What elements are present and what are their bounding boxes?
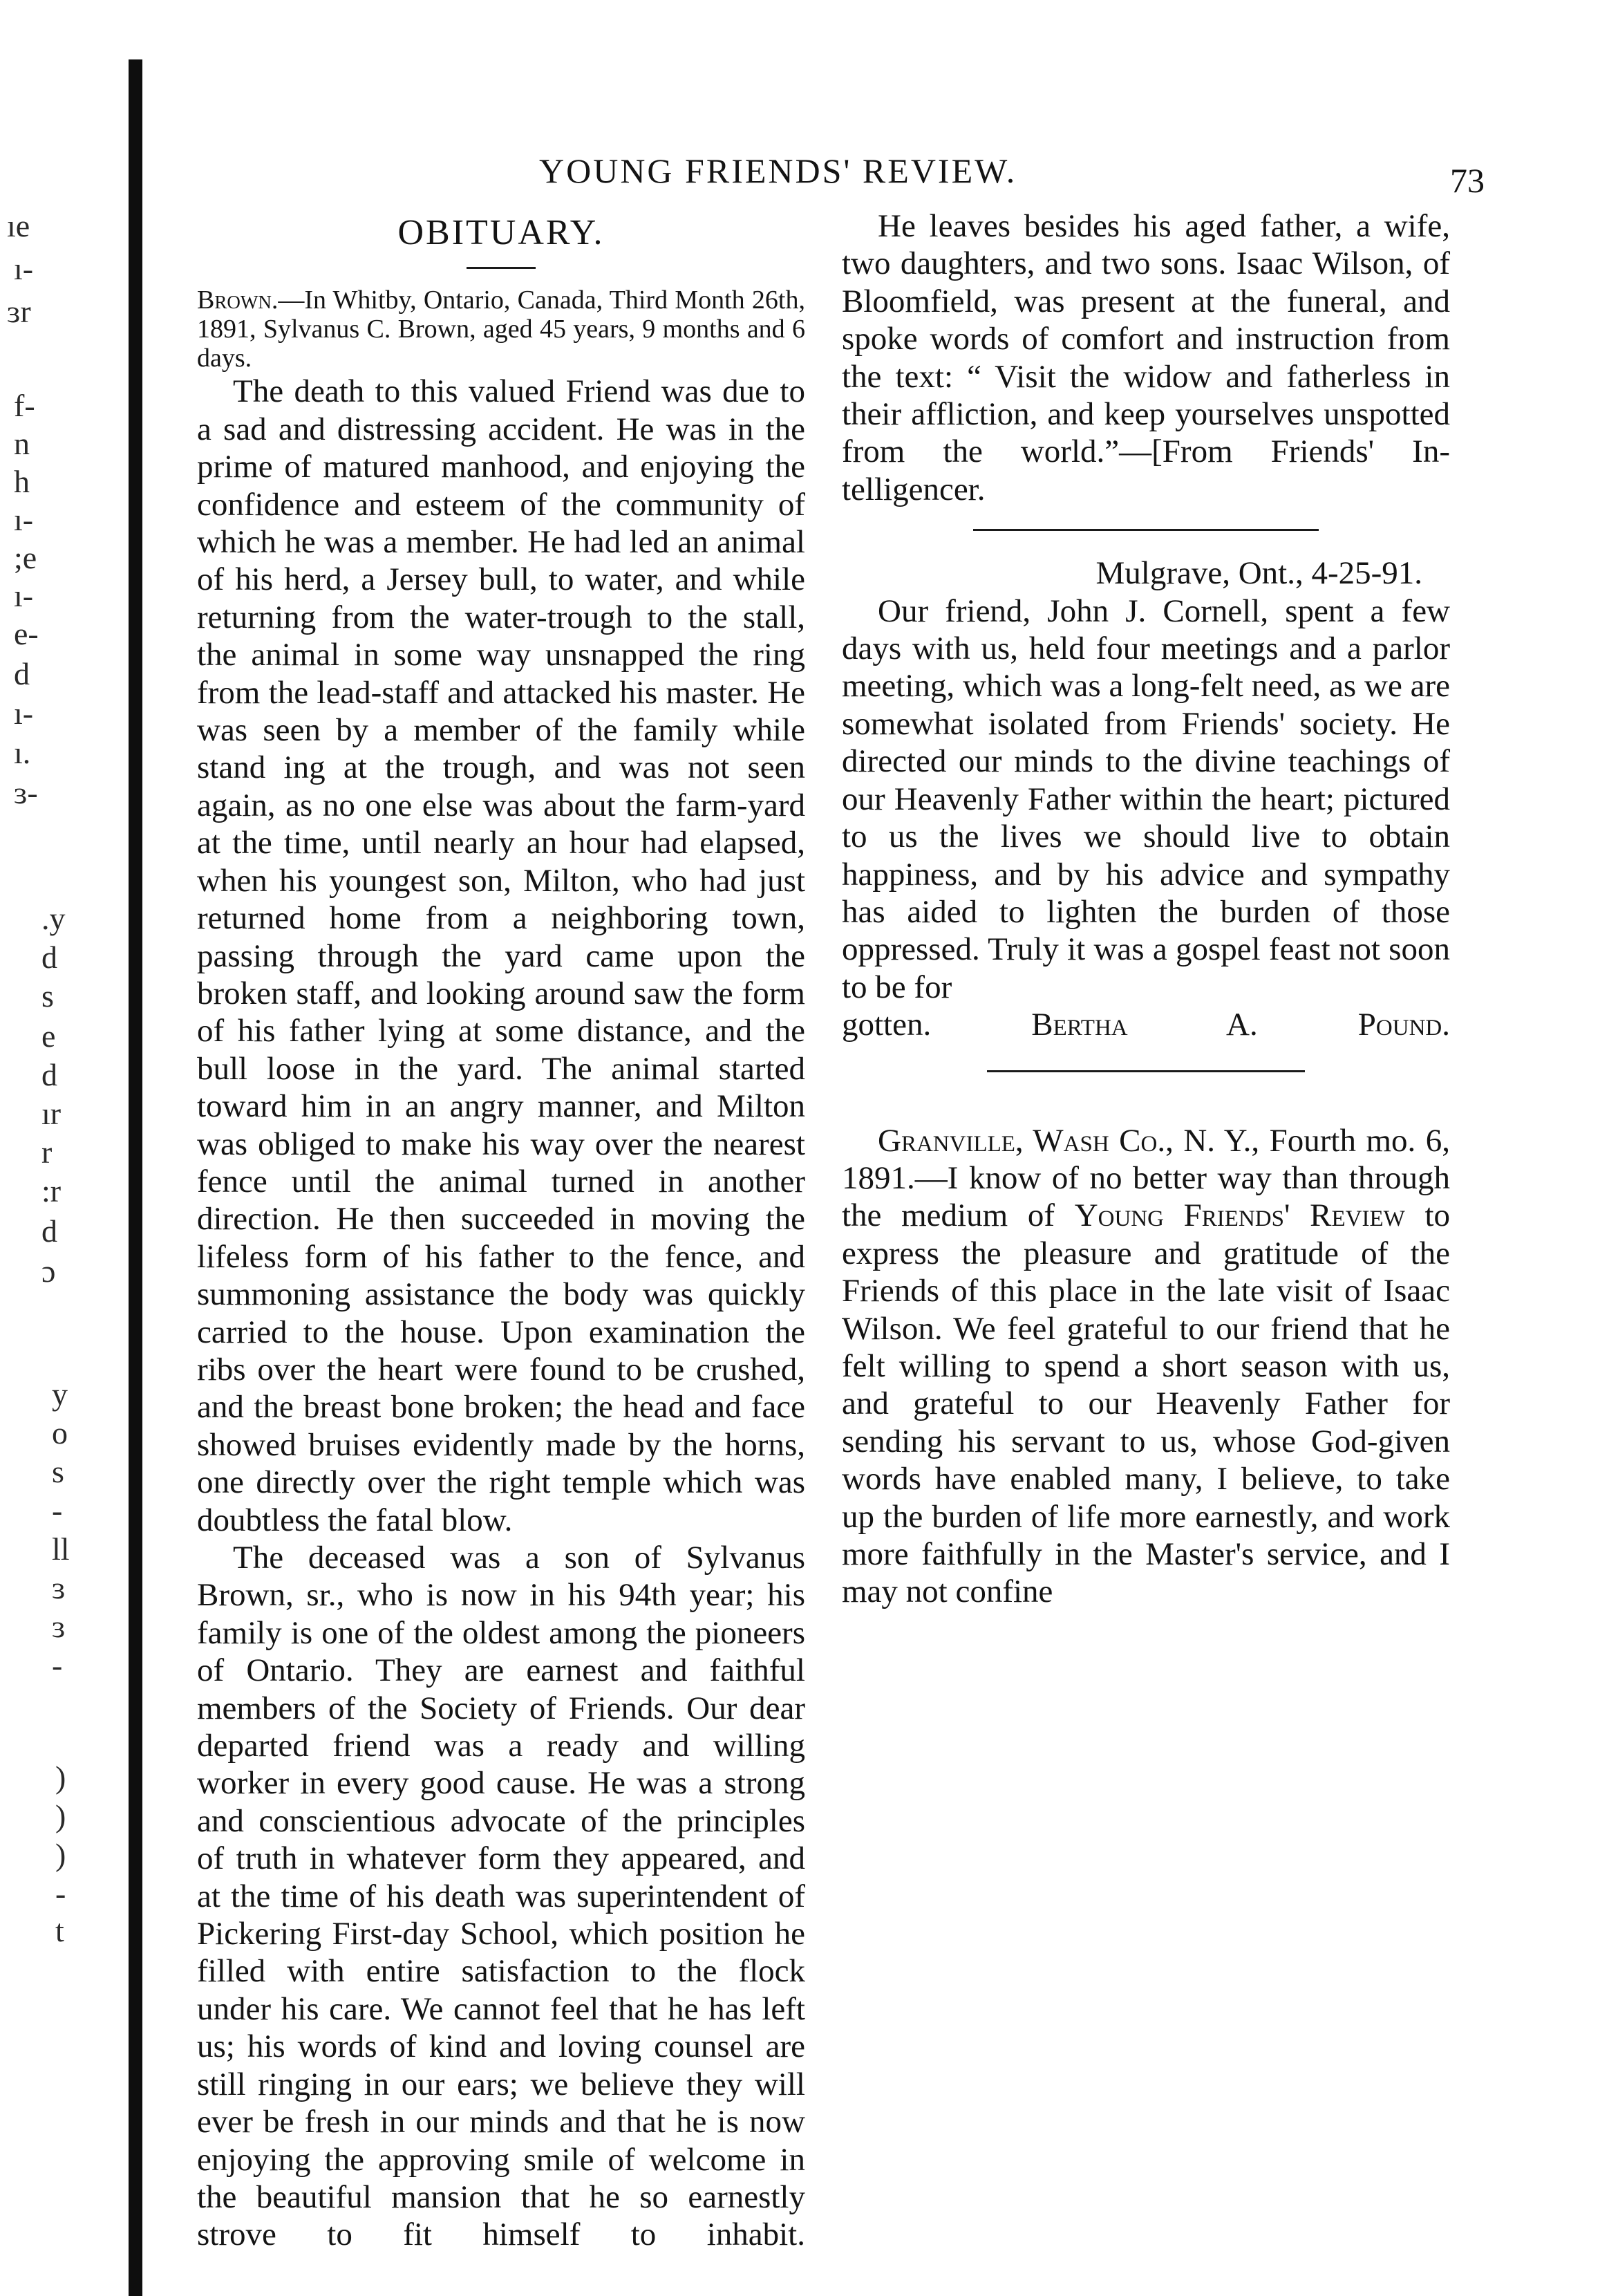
left-column [197, 207, 805, 2254]
bleed-fragment: e- [14, 616, 39, 651]
bleed-fragment: s [52, 1454, 64, 1489]
bleed-fragment: ll [52, 1531, 70, 1567]
right-column [842, 207, 1450, 1611]
bleed-fragment: ) [55, 1760, 66, 1795]
bleed-fragment: - [52, 1493, 63, 1528]
obituary-paragraph: The deceased was a son of Sylvanus Brown, sr., who is now in his 94th year; his family is one of the oldest among the pioneers of Ontario. They are earnest and faithful members of the Society of Friends. Our dear departed friend was a ready and willing worker in every good cause. He was a strong and conscientious advocate of the principles of truth in whatever form they appeared, and at the time of his death was superintendent of Pickering First-day School, which position he filled with entire satisfaction to the flock under his care. We cannot feel that he has left us; his words of kind and loving counsel are still ringing in our ears; we believe they will ever be fresh in our minds and that he is now enjoying the approving smile of welcome in the beautiful mansion that he so earnestly strove to fit himself to inhabit. [197, 1540, 805, 2253]
page-number: 73 [1450, 161, 1485, 200]
title-rule [467, 267, 536, 269]
bleed-fragment: - [52, 1648, 63, 1683]
bleed-fragment: f- [14, 388, 35, 423]
bleed-fragment: t [55, 1913, 64, 1948]
bleed-fragment: ɜ- [14, 775, 38, 810]
bleed-fragment: ) [55, 1798, 66, 1833]
bleed-fragment: d [41, 1213, 57, 1249]
bleed-fragment: d [41, 1057, 57, 1092]
bleed-fragment: ) [55, 1837, 66, 1872]
obituary-paragraph: The death to this valued Friend was due to a sad and distressing accident. He was in the prime of matured manhood, and enjoying the confidence and esteem of the community of which he was a member. He had led an animal of his herd, a Jersey bull, to water, and while returning from the water-trough to the stall, the animal in some way unsnapped the ring from the lead-staff and attacked his master. He was seen by a member of the family while stand ing at the trough, and was not seen again, as no one else was about the farm-yard at the time, until nearly an hour had elapsed, when his youngest son, Milton, who had just returned home from a neighboring town, passing through the yard came upon the broken staff, and looking around saw the form of his father lying at some distance, and the bull loose in the yard. The animal started toward him in an angry manner, and Milton was obliged to make his way over the nearest fence until the animal turned in another direction. He then succeeded in moving the lifeless form of his father to the fence, and summoning assistance the body was quickly carried to the house. Upon examination the ribs over the heart were found to be crushed, and the breast bone broken; the head and face showed bruises evidently made by the horns, one directly over the right temple which was doubtless the fatal blow. [197, 373, 805, 1538]
bleed-fragment: :r [41, 1173, 62, 1208]
magazine-name: Young Friends' Review [1074, 1197, 1405, 1234]
bleed-fragment: n [14, 426, 30, 461]
obituary-headnote [197, 286, 805, 373]
deceased-surname: Brown. [197, 286, 279, 315]
bleed-fragment: d [41, 940, 57, 975]
letter-signature: Bertha A. Pound. [1031, 1007, 1450, 1043]
bleed-fragment: ır [41, 1096, 62, 1131]
section-divider [973, 529, 1319, 531]
mulgrave-letter-text: Our friend, John J. Cornell, spent a few days with us, held four meetings and a parlor meeting, which was a long-felt need, as we are somewhat isolated from Friends' society. He directed our minds to the divine teachings of our Heavenly Father within the heart; pictured to us the lives we should live to obtain happiness, and by his advice and sympathy has aided to lighten the burden of those oppressed. Truly it was a gospel feast not soon to be for [842, 592, 1450, 1005]
mulgrave-letter-body [842, 592, 1450, 1006]
headnote-details: —In Whitby, Ontario, Canada, Third Month 26th, 1891, Sylvanus C. Brown, aged 45 years, 9 months and 6 days. [197, 286, 805, 373]
bleed-fragment: ı- [14, 696, 34, 731]
bleed-fragment: ı. [14, 735, 31, 770]
granville-text-continued: to express the pleasure and gratitude of the Friends of this place in the late visit of Isaac Wilson. We feel grateful to our friend that he felt willing to spend a short season with us, and grateful to our Heavenly Father for sending his servant to us, whose God-given words have enabled many, I believe, to take up the burden of life more earnestly, and work more faithfully in the Master's service, and I may not confine [842, 1197, 1450, 1610]
granville-text: , Fourth mo. 6, 1891.—I know of no better way than through the medium of [842, 1122, 1450, 1234]
bleed-fragment: ıe [7, 208, 30, 243]
granville-place: Granville, Wash Co., N. Y. [878, 1122, 1252, 1159]
obituary-paragraph: He leaves besides his aged father, a wife, two daughters, and two sons. Isaac Wilson, of Bloomfield, was present at the funeral, and spoke words of comfort and instruction from the text: “ Visit the widow and fatherless in their affliction, and keep yourselves unspotted from the world.”—[From Friends' Intelligencer. [842, 208, 1450, 507]
obituary-title: OBITUARY. [397, 213, 605, 252]
bleed-fragment: e [41, 1018, 56, 1054]
letter-last-word: gotten. [842, 1007, 932, 1043]
bleed-fragment: d [14, 656, 30, 691]
bleed-fragment: s [41, 978, 54, 1014]
granville-letter [842, 1122, 1450, 1611]
bleed-fragment: ɜr [7, 294, 31, 329]
section-divider [987, 1070, 1305, 1072]
running-title: YOUNG FRIENDS' REVIEW. [539, 151, 1017, 190]
signature-line [842, 1006, 1450, 1043]
bleed-fragment: ı- [14, 502, 34, 537]
bleed-fragment: ı- [14, 251, 34, 286]
bleed-fragment: y [52, 1376, 68, 1412]
page-header [180, 151, 1498, 199]
bleed-fragment: ɔ [41, 1253, 56, 1289]
bleed-fragment: - [55, 1876, 66, 1911]
bleed-fragment: .y [41, 901, 66, 936]
bleed-fragment: r [41, 1135, 53, 1170]
letter-dateline: Mulgrave, Ont., 4-25-91. [1095, 555, 1422, 592]
bleed-fragment: o [52, 1415, 68, 1450]
facing-page-bleed-through [0, 207, 97, 1948]
bleed-fragment: ı- [14, 578, 34, 613]
bleed-fragment: ɜ [52, 1609, 66, 1644]
bleed-fragment: h [14, 464, 30, 499]
bleed-fragment: ;e [14, 540, 37, 575]
bleed-fragment: ɜ [52, 1570, 66, 1605]
binding-edge-shadow [129, 59, 142, 2296]
